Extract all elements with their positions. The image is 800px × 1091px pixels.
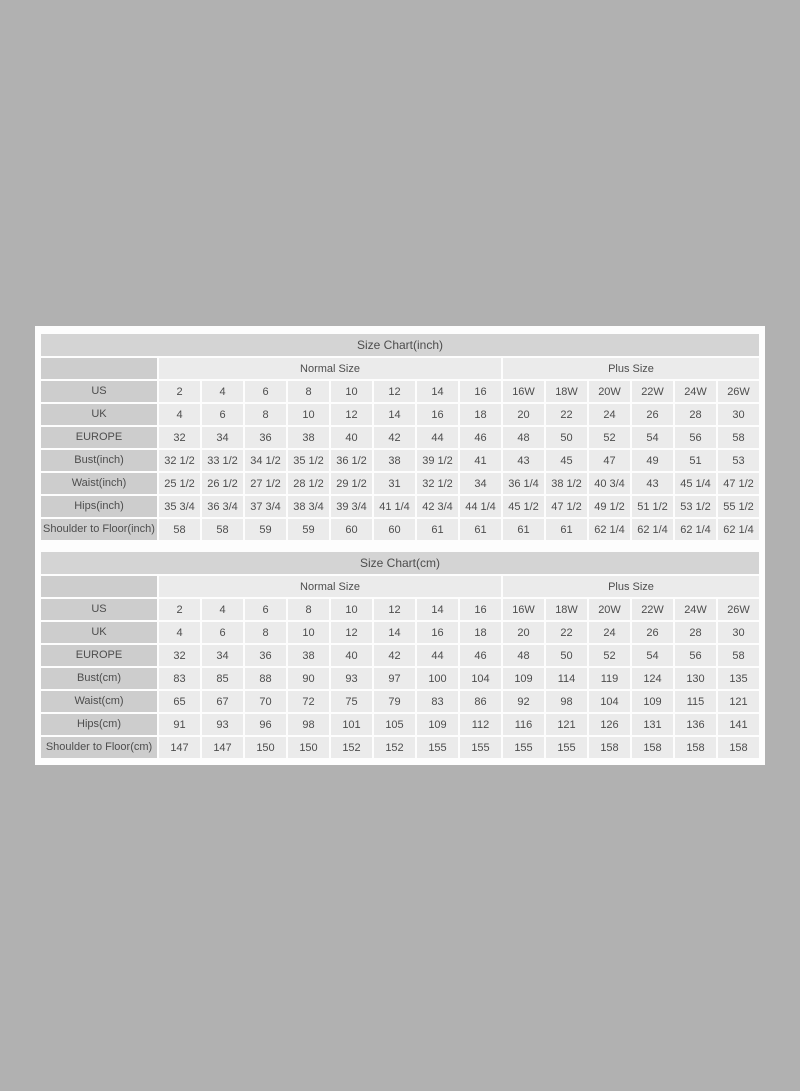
row-label: Bust(cm) — [41, 668, 157, 689]
size-cell: 10 — [331, 599, 372, 620]
size-cell: 79 — [374, 691, 415, 712]
size-cell: 28 — [675, 622, 716, 643]
size-cell: 86 — [460, 691, 501, 712]
table-row — [41, 404, 759, 425]
size-cell: 43 — [632, 473, 673, 494]
size-cell: 112 — [460, 714, 501, 735]
size-cell: 51 — [675, 450, 716, 471]
size-cell: 61 — [546, 519, 587, 540]
size-cell: 29 1/2 — [331, 473, 372, 494]
size-cell: 61 — [503, 519, 544, 540]
size-cell: 155 — [460, 737, 501, 758]
size-cell: 24 — [589, 622, 630, 643]
group-header-row — [41, 576, 759, 597]
size-cell: 26W — [718, 381, 759, 402]
size-cell: 109 — [503, 668, 544, 689]
row-label: EUROPE — [41, 645, 157, 666]
size-cell: 38 — [288, 427, 329, 448]
size-cell: 61 — [460, 519, 501, 540]
row-label: UK — [41, 622, 157, 643]
size-cell: 4 — [202, 381, 243, 402]
size-cell: 47 — [589, 450, 630, 471]
size-cell: 56 — [675, 427, 716, 448]
size-cell: 22 — [546, 622, 587, 643]
size-cell: 93 — [202, 714, 243, 735]
size-cell: 34 — [202, 645, 243, 666]
size-cell: 20W — [589, 599, 630, 620]
size-cell: 158 — [675, 737, 716, 758]
size-cell: 41 — [460, 450, 501, 471]
size-cell: 158 — [589, 737, 630, 758]
size-cell: 83 — [159, 668, 200, 689]
size-cell: 96 — [245, 714, 286, 735]
size-cell: 8 — [245, 622, 286, 643]
size-cell: 38 3/4 — [288, 496, 329, 517]
size-cell: 59 — [245, 519, 286, 540]
group-header: Normal Size — [159, 358, 501, 379]
size-cell: 38 — [374, 450, 415, 471]
size-cell: 8 — [288, 599, 329, 620]
size-cell: 4 — [159, 622, 200, 643]
size-cell: 16 — [417, 622, 458, 643]
table-row — [41, 599, 759, 620]
size-cell: 61 — [417, 519, 458, 540]
row-label: Hips(inch) — [41, 496, 157, 517]
size-cell: 126 — [589, 714, 630, 735]
size-cell: 101 — [331, 714, 372, 735]
size-cell: 58 — [718, 427, 759, 448]
row-label: US — [41, 599, 157, 620]
size-cell: 25 1/2 — [159, 473, 200, 494]
size-cell: 18W — [546, 599, 587, 620]
size-cell: 155 — [417, 737, 458, 758]
size-cell: 92 — [503, 691, 544, 712]
group-header: Plus Size — [503, 576, 759, 597]
size-cell: 104 — [589, 691, 630, 712]
size-cell: 90 — [288, 668, 329, 689]
size-cell: 39 3/4 — [331, 496, 372, 517]
size-cell: 136 — [675, 714, 716, 735]
size-cell: 32 — [159, 645, 200, 666]
size-cell: 54 — [632, 427, 673, 448]
size-cell: 62 1/4 — [718, 519, 759, 540]
size-cell: 158 — [718, 737, 759, 758]
table-row — [41, 691, 759, 712]
size-cell: 14 — [417, 381, 458, 402]
size-cell: 20W — [589, 381, 630, 402]
size-cell: 152 — [374, 737, 415, 758]
size-cell: 8 — [245, 404, 286, 425]
size-cell: 50 — [546, 427, 587, 448]
size-cell: 16W — [503, 599, 544, 620]
size-cell: 60 — [374, 519, 415, 540]
size-cell: 58 — [718, 645, 759, 666]
corner-cell — [41, 358, 157, 379]
size-cell: 43 — [503, 450, 544, 471]
size-cell: 114 — [546, 668, 587, 689]
size-cell: 119 — [589, 668, 630, 689]
size-cell: 67 — [202, 691, 243, 712]
size-cell: 38 — [288, 645, 329, 666]
size-cell: 36 — [245, 427, 286, 448]
size-cell: 98 — [546, 691, 587, 712]
row-label: Shoulder to Floor(inch) — [41, 519, 157, 540]
size-cell: 36 — [245, 645, 286, 666]
size-chart-inch-table — [39, 332, 761, 542]
table-row — [41, 381, 759, 402]
size-cell: 52 — [589, 427, 630, 448]
size-cell: 147 — [159, 737, 200, 758]
size-cell: 47 1/2 — [546, 496, 587, 517]
size-cell: 14 — [374, 404, 415, 425]
size-cell: 30 — [718, 622, 759, 643]
size-cell: 115 — [675, 691, 716, 712]
size-cell: 12 — [374, 599, 415, 620]
size-cell: 40 3/4 — [589, 473, 630, 494]
size-cell: 31 — [374, 473, 415, 494]
size-cell: 45 1/2 — [503, 496, 544, 517]
table-row — [41, 427, 759, 448]
size-cell: 130 — [675, 668, 716, 689]
size-cell: 83 — [417, 691, 458, 712]
size-cell: 72 — [288, 691, 329, 712]
size-cell: 131 — [632, 714, 673, 735]
size-cell: 62 1/4 — [632, 519, 673, 540]
size-cell: 40 — [331, 427, 372, 448]
size-cell: 155 — [503, 737, 544, 758]
size-cell: 124 — [632, 668, 673, 689]
size-cell: 12 — [331, 622, 372, 643]
size-cell: 16 — [417, 404, 458, 425]
size-cell: 35 1/2 — [288, 450, 329, 471]
table-row — [41, 622, 759, 643]
size-cell: 8 — [288, 381, 329, 402]
row-label: Shoulder to Floor(cm) — [41, 737, 157, 758]
size-cell: 6 — [245, 381, 286, 402]
size-cell: 4 — [202, 599, 243, 620]
row-label: Waist(cm) — [41, 691, 157, 712]
size-cell: 53 — [718, 450, 759, 471]
size-cell: 121 — [718, 691, 759, 712]
size-cell: 20 — [503, 622, 544, 643]
size-cell: 36 3/4 — [202, 496, 243, 517]
size-cell: 38 1/2 — [546, 473, 587, 494]
size-cell: 41 1/4 — [374, 496, 415, 517]
size-cell: 44 — [417, 427, 458, 448]
size-cell: 121 — [546, 714, 587, 735]
size-cell: 135 — [718, 668, 759, 689]
size-cell: 27 1/2 — [245, 473, 286, 494]
size-cell: 98 — [288, 714, 329, 735]
size-cell: 39 1/2 — [417, 450, 458, 471]
table-title: Size Chart(inch) — [41, 334, 759, 356]
size-cell: 40 — [331, 645, 372, 666]
size-cell: 10 — [331, 381, 372, 402]
table-row — [41, 645, 759, 666]
size-cell: 48 — [503, 427, 544, 448]
size-cell: 16W — [503, 381, 544, 402]
size-cell: 28 1/2 — [288, 473, 329, 494]
size-cell: 54 — [632, 645, 673, 666]
size-cell: 12 — [374, 381, 415, 402]
row-label: UK — [41, 404, 157, 425]
size-cell: 65 — [159, 691, 200, 712]
size-cell: 16 — [460, 599, 501, 620]
size-cell: 97 — [374, 668, 415, 689]
size-cell: 22 — [546, 404, 587, 425]
size-cell: 158 — [632, 737, 673, 758]
size-cell: 36 1/2 — [331, 450, 372, 471]
size-cell: 49 — [632, 450, 673, 471]
table-row — [41, 668, 759, 689]
size-cell: 24W — [675, 599, 716, 620]
group-header: Normal Size — [159, 576, 501, 597]
table-row — [41, 473, 759, 494]
size-cell: 14 — [417, 599, 458, 620]
size-chart-panel — [35, 326, 765, 765]
size-cell: 6 — [202, 404, 243, 425]
corner-cell — [41, 576, 157, 597]
row-label: US — [41, 381, 157, 402]
size-cell: 93 — [331, 668, 372, 689]
size-cell: 49 1/2 — [589, 496, 630, 517]
size-cell: 55 1/2 — [718, 496, 759, 517]
size-cell: 42 3/4 — [417, 496, 458, 517]
size-cell: 62 1/4 — [589, 519, 630, 540]
size-cell: 88 — [245, 668, 286, 689]
size-cell: 26 — [632, 404, 673, 425]
size-cell: 20 — [503, 404, 544, 425]
size-cell: 47 1/2 — [718, 473, 759, 494]
size-cell: 45 1/4 — [675, 473, 716, 494]
size-cell: 18W — [546, 381, 587, 402]
group-header: Plus Size — [503, 358, 759, 379]
size-cell: 44 — [417, 645, 458, 666]
size-cell: 26W — [718, 599, 759, 620]
row-label: EUROPE — [41, 427, 157, 448]
size-cell: 52 — [589, 645, 630, 666]
size-cell: 46 — [460, 645, 501, 666]
size-cell: 26 — [632, 622, 673, 643]
size-cell: 46 — [460, 427, 501, 448]
size-cell: 59 — [288, 519, 329, 540]
size-cell: 18 — [460, 622, 501, 643]
size-cell: 6 — [202, 622, 243, 643]
table-title-row — [41, 334, 759, 356]
size-cell: 16 — [460, 381, 501, 402]
row-label: Hips(cm) — [41, 714, 157, 735]
size-cell: 22W — [632, 381, 673, 402]
size-cell: 109 — [632, 691, 673, 712]
size-cell: 26 1/2 — [202, 473, 243, 494]
size-cell: 50 — [546, 645, 587, 666]
group-header-row — [41, 358, 759, 379]
size-cell: 45 — [546, 450, 587, 471]
size-cell: 53 1/2 — [675, 496, 716, 517]
size-cell: 28 — [675, 404, 716, 425]
row-label: Bust(inch) — [41, 450, 157, 471]
size-cell: 58 — [159, 519, 200, 540]
size-cell: 150 — [288, 737, 329, 758]
table-row — [41, 519, 759, 540]
size-cell: 100 — [417, 668, 458, 689]
size-cell: 75 — [331, 691, 372, 712]
size-cell: 48 — [503, 645, 544, 666]
size-cell: 116 — [503, 714, 544, 735]
size-cell: 58 — [202, 519, 243, 540]
size-cell: 51 1/2 — [632, 496, 673, 517]
size-cell: 91 — [159, 714, 200, 735]
size-cell: 30 — [718, 404, 759, 425]
size-cell: 32 1/2 — [159, 450, 200, 471]
size-cell: 22W — [632, 599, 673, 620]
table-row — [41, 714, 759, 735]
size-cell: 60 — [331, 519, 372, 540]
size-cell: 34 — [460, 473, 501, 494]
table-row — [41, 450, 759, 471]
size-cell: 6 — [245, 599, 286, 620]
size-cell: 62 1/4 — [675, 519, 716, 540]
size-cell: 24W — [675, 381, 716, 402]
size-cell: 35 3/4 — [159, 496, 200, 517]
size-cell: 42 — [374, 427, 415, 448]
size-cell: 33 1/2 — [202, 450, 243, 471]
size-cell: 24 — [589, 404, 630, 425]
table-title: Size Chart(cm) — [41, 552, 759, 574]
size-cell: 12 — [331, 404, 372, 425]
table-row — [41, 496, 759, 517]
size-cell: 10 — [288, 404, 329, 425]
size-cell: 10 — [288, 622, 329, 643]
size-cell: 32 — [159, 427, 200, 448]
size-cell: 42 — [374, 645, 415, 666]
size-cell: 152 — [331, 737, 372, 758]
size-cell: 2 — [159, 599, 200, 620]
size-cell: 2 — [159, 381, 200, 402]
size-cell: 44 1/4 — [460, 496, 501, 517]
size-cell: 34 1/2 — [245, 450, 286, 471]
size-cell: 36 1/4 — [503, 473, 544, 494]
table-title-row — [41, 552, 759, 574]
size-cell: 32 1/2 — [417, 473, 458, 494]
size-cell: 155 — [546, 737, 587, 758]
size-cell: 56 — [675, 645, 716, 666]
size-cell: 37 3/4 — [245, 496, 286, 517]
size-cell: 104 — [460, 668, 501, 689]
size-chart-cm-table — [39, 550, 761, 760]
size-cell: 109 — [417, 714, 458, 735]
size-cell: 150 — [245, 737, 286, 758]
size-cell: 85 — [202, 668, 243, 689]
size-cell: 34 — [202, 427, 243, 448]
size-cell: 18 — [460, 404, 501, 425]
size-cell: 147 — [202, 737, 243, 758]
table-row — [41, 737, 759, 758]
size-cell: 105 — [374, 714, 415, 735]
size-cell: 70 — [245, 691, 286, 712]
size-cell: 4 — [159, 404, 200, 425]
row-label: Waist(inch) — [41, 473, 157, 494]
size-cell: 141 — [718, 714, 759, 735]
size-cell: 14 — [374, 622, 415, 643]
